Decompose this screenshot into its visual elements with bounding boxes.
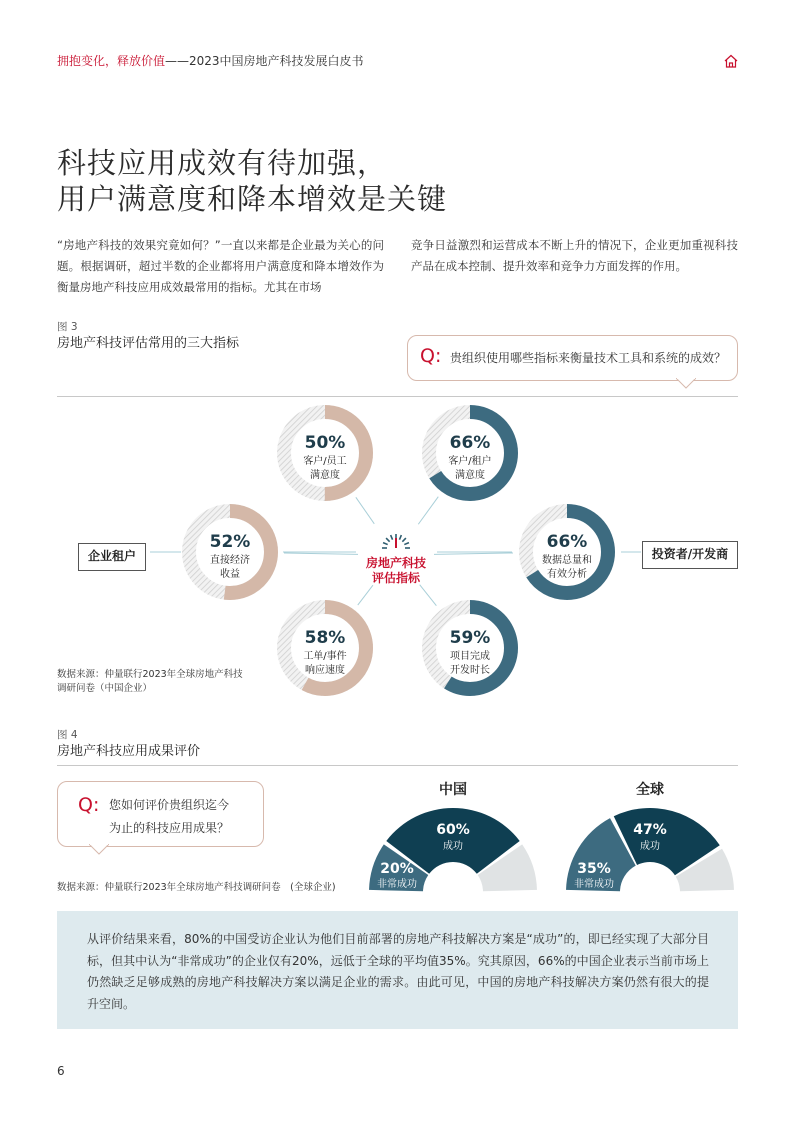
slice-value-label: 47%: [633, 822, 667, 838]
fig4-question-line-1: 您如何评价贵组织迄今: [109, 798, 230, 812]
fig3-label: 图 3: [57, 321, 78, 333]
slice-name-label: 非常成功: [574, 879, 614, 890]
ring-label-line-2: 响应速度: [305, 665, 345, 676]
gauge-tick: [386, 538, 390, 542]
question-mark: Q:: [420, 345, 442, 367]
ring-label-line-1: 项目完成: [450, 651, 490, 662]
metric-ring-r1: [276, 404, 374, 502]
metric-ring-r4: [518, 503, 616, 601]
fig4-chart: [360, 772, 750, 894]
gauge-tick: [383, 543, 388, 545]
ring-label-line-2: 开发时长: [450, 665, 490, 676]
investor-box: 投资者/开发商: [642, 541, 738, 569]
header-rest: ——2023中国房地产科技发展白皮书: [165, 54, 364, 68]
slice-name-label: 成功: [443, 841, 463, 852]
connector-line: [284, 553, 358, 554]
fig3-source: [57, 668, 243, 696]
ring-label-line-2: 满意度: [455, 470, 485, 481]
home-icon[interactable]: [723, 53, 739, 69]
title-line-2: 用户满意度和降本增效是关键: [57, 182, 448, 216]
fig3-title: 房地产科技评估常用的三大指标: [57, 336, 240, 351]
ring-value-label: 50%: [304, 433, 346, 453]
fig3-question: 贵组织使用哪些指标来衡量技术工具和系统的成效？: [450, 351, 727, 365]
fig4-label: 图 4: [57, 729, 78, 741]
ring-value-label: 58%: [304, 628, 346, 648]
ring-value-label: 52%: [209, 532, 251, 552]
connector-line: [358, 585, 373, 605]
ring-label-line-2: 收益: [220, 569, 240, 580]
fig3-source-line-1: 数据来源：仲量联行2023年全球房地产科技: [57, 669, 243, 680]
page-title: [57, 145, 447, 217]
center-label-line-1: 房地产科技: [365, 556, 427, 570]
fig3-question-box: [407, 335, 738, 381]
intro-right: 竞争日益激烈和运营成本不断上升的情况下，企业更加重视科技产品在成本控制、提升效率和竞争力方面发挥的作用。: [411, 238, 738, 273]
running-header: [57, 52, 364, 69]
gauge-tick: [402, 538, 406, 542]
connector-line: [434, 553, 513, 554]
ring-value-label: 59%: [449, 628, 491, 648]
ring-label-line-1: 客户/租户: [448, 456, 492, 467]
slice-value-label: 60%: [436, 822, 470, 838]
summary-text: 从评价结果来看，80%的中国受访企业认为他们目前部署的房地产科技解决方案是“成功”的，即已经实现了大部分目标，但其中认为“非常成功”的企业仅有20%，远低于全球的平均值35%。究其原因，66%的中国企业表示当前市场上仍然缺乏足够成熟的房地产科技解决方案以满足企业的需求。由此可见，中国的房地产科技解决方案仍然有很大的提升空间。: [87, 932, 709, 1011]
slice-name-label: 成功: [640, 841, 660, 852]
connector-line: [420, 585, 437, 606]
header-highlight: 拥抱变化，释放价值: [57, 54, 166, 68]
question-box-tail: [89, 844, 109, 856]
intro-left: “房地产科技的效果究竟如何？”一直以来都是企业最为关心的问题。根据调研，超过半数的企业都将用户满意度和降本增效作为衡量房地产科技应用成效最常用的指标。尤其在市场: [57, 238, 384, 294]
connector-line: [356, 497, 374, 523]
gauge-icon: [382, 534, 410, 548]
slice-value-label: 35%: [577, 861, 611, 877]
metric-ring-r6: [421, 599, 519, 697]
summary-box: [57, 911, 738, 1029]
question-mark: Q:: [78, 794, 100, 816]
connector-line: [418, 497, 438, 525]
ring-label-line-2: 有效分析: [547, 569, 587, 580]
ring-label-line-1: 客户/员工: [303, 456, 347, 467]
ring-value-label: 66%: [449, 433, 491, 453]
fig4-source: 数据来源：仲量联行2023年全球房地产科技调研问卷 (全球企业): [57, 882, 336, 893]
page-number: 6: [57, 1064, 65, 1078]
fig4-question-box: [57, 781, 264, 847]
ring-label-line-1: 工单/事件: [303, 651, 347, 662]
question-box-tail: [676, 378, 696, 390]
gauge-tick: [391, 535, 393, 540]
fig4-question-line-2: 为止的科技应用成果？: [109, 821, 230, 835]
pie-title: 中国: [439, 782, 467, 798]
metric-ring-r2: [421, 404, 519, 502]
ring-label-line-1: 数据总量和: [542, 555, 592, 566]
gauge-tick: [404, 543, 409, 545]
fig3-source-line-2: 调研问卷（中国企业）: [57, 683, 153, 694]
fig4-divider: [57, 765, 738, 766]
half-pie-china: [369, 781, 537, 891]
ring-value-label: 66%: [546, 532, 588, 552]
title-line-1: 科技应用成效有待加强，: [57, 146, 388, 180]
metric-ring-r5: [276, 599, 374, 697]
pie-title: 全球: [636, 782, 664, 798]
slice-value-label: 20%: [380, 861, 414, 877]
fig4-title: 房地产科技应用成果评价: [57, 744, 201, 759]
gauge-tick: [399, 535, 401, 540]
half-pie-global: [566, 781, 734, 891]
ring-label-line-2: 满意度: [310, 470, 340, 481]
tenant-box: 企业租户: [78, 543, 146, 571]
metric-ring-r3: [181, 503, 279, 601]
ring-label-line-1: 直接经济: [210, 555, 250, 566]
slice-name-label: 非常成功: [377, 879, 417, 890]
center-label-line-2: 评估指标: [371, 571, 421, 585]
fig3-divider: [57, 396, 738, 397]
